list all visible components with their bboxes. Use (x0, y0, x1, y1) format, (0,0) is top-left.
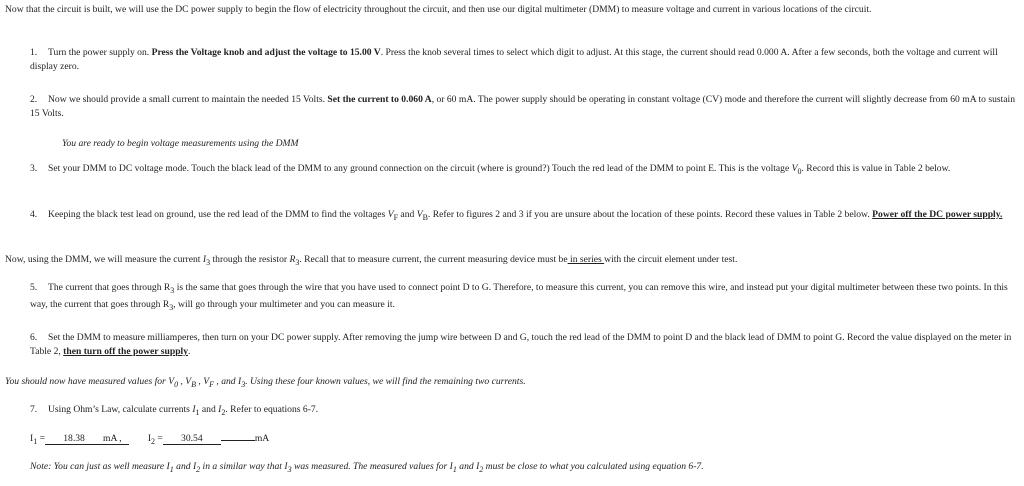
step-number: 1. (30, 47, 38, 58)
i2-label: I (147, 433, 152, 444)
measured-values-note: You should now have measured values for $V_0$ , $V_B$ , $V_F$ , and $I_3$. Using these four known values, we will find the remaining two currents. (5, 376, 526, 389)
ready-note: You are ready to begin voltage measurements using the DMM (62, 138, 299, 149)
step-number: 3. (30, 163, 38, 174)
step-number: 2. (30, 94, 38, 105)
note-paragraph: Note: You can just as well measure $I_1$ and $I_2$ in a similar way that $I_3$ was measured. The measured values for $I_1$ and $I_2$ must be close to what you calculated using equation 6-7. (30, 461, 704, 474)
intro-paragraph: Now that the circuit is built, we will use the DC power supply to begin the flow of electricity throughout the circuit, and then use our digital multimeter (DMM) to measure voltage and current in various locations of the circuit. (5, 4, 872, 15)
power-off-instruction: Power off the DC power supply. (872, 209, 1003, 220)
answer-line: $I_1 = 18.38$ mA , $I_2 = 30.54$ mA (30, 433, 270, 446)
step-5: 5. The current that goes through $R_3$ is the same that goes through the wire that you have used to connect point D to G. Therefore, to measure this current, you can remove this wire, and instead put your digital multimeter between these two points. In this way, the current that goes through $R_3$, will go through your multimeter and you can measure it. (30, 282, 1008, 312)
i2-unit-underline (221, 440, 255, 441)
step-number: 6. (30, 332, 38, 343)
i2-unit: mA (254, 433, 270, 444)
step-2: 2. Now we should provide a small current to maintain the needed 15 Volts. Set the current to 0.060 A, or 60 mA. The power supply should be operating in constant voltage (CV) mode and therefore the current will slightly decrease from 60 mA to sustain 15 Volts. (30, 94, 1016, 119)
step-7: 7. Using Ohm’s Law, calculate currents $I_1$ and $I_2$. Refer to equations 6-7. (30, 404, 319, 417)
i1-value-field[interactable]: 18.38 (45, 433, 103, 445)
step-number: 5. (30, 282, 38, 293)
step-3: 3. Set your DMM to DC voltage mode. Touch the black lead of the DMM to any ground connection on the circuit (where is ground?) Touch the red lead of the DMM to point E. This is the voltage $V_0$. Record this is value in Table 2 below. (30, 163, 951, 176)
step-number: 7. (30, 404, 38, 415)
i2-value-field[interactable]: 30.54 (163, 433, 221, 445)
step-4: 4. Keeping the black test lead on ground, use the red lead of the DMM to find the voltages $V_F$ and $V_B$. Refer to figures 2 and 3 if you are unsure about the location of these points. Record these values in Table 2 below. Power off the DC power supply. (30, 209, 1003, 222)
step-number: 4. (30, 209, 38, 220)
i1-label: I (30, 433, 34, 444)
current-intro-paragraph: Now, using the DMM, we will measure the current $I_3$ through the resistor $R_3$. Recall that to measure current, the current measuring device must be in series with the circuit element under test. (5, 254, 738, 267)
i1-unit: mA , (103, 433, 129, 445)
step-1: 1. Turn the power supply on. Press the Voltage knob and adjust the voltage to 15.00 V. Press the knob several times to select which digit to adjust. At this stage, the current should read 0.000 A. After a few seconds, both the voltage and current will display zero. (30, 47, 998, 72)
turn-off-instruction: then turn off the power supply (63, 346, 188, 357)
step-6: 6. Set the DMM to measure milliamperes, then turn on your DC power supply. After removing the jump wire between D and G, touch the red lead of the DMM to point D and the black lead of DMM to point G. Record the value displayed on the meter in Table 2, then turn off the power supply. (30, 332, 1012, 357)
